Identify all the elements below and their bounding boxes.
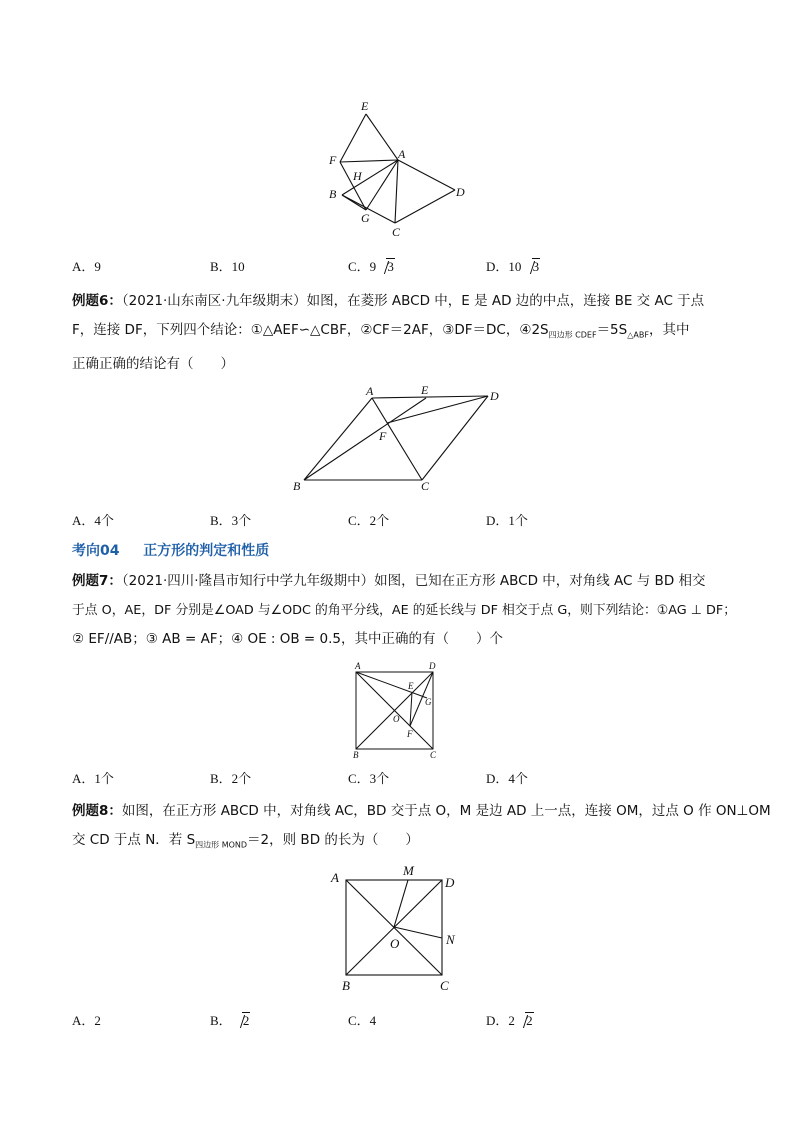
q6-label-f: F <box>379 429 387 443</box>
q7-label-d: D <box>429 661 436 671</box>
q7-label: 例题7： <box>72 573 122 589</box>
q5-option-c[interactable]: C．9 3 <box>348 259 394 274</box>
q6-label-c: C <box>421 479 430 493</box>
q5-label-g: G <box>361 211 370 225</box>
q5-label-c: C <box>392 225 401 239</box>
q5-label-e: E <box>361 99 369 113</box>
q7-option-c[interactable]: C．3个 <box>348 771 390 786</box>
q8-option-c[interactable]: C．4 <box>348 1013 377 1028</box>
q8-label-b: B <box>342 978 350 993</box>
q8-label-n: N <box>446 932 455 947</box>
q6-option-b[interactable]: B．3个 <box>210 513 252 528</box>
q7-label-e: E <box>408 681 414 691</box>
q7-figure <box>346 660 446 762</box>
q7-option-d[interactable]: D．4个 <box>486 771 528 786</box>
section-number: 考向04 <box>72 543 120 559</box>
q8-option-d[interactable]: D．2 2 <box>486 1013 533 1028</box>
q6-label-b: B <box>293 479 301 493</box>
q8-option-a[interactable]: A．2 <box>72 1013 101 1028</box>
q6-label: 例题6： <box>72 293 122 309</box>
q7-question: 例题7：（2021·四川·隆昌市知行中学九年级期中）如图，已知在正方形 ABCD 中，对角线 AC 与 BD 相交 于点 O，AE，DF 分别是∠OAD 与∠ODC 的角平分线，AE 的延长线与 DF 相交于点 G，则下列结论：①AG ⊥ DF； ② EF//AB；③ AB = AF；④ OE : OB = 0.5，其中正确的有（ ）个 <box>72 573 737 647</box>
q6-label-a: A <box>366 384 374 398</box>
sqrt-symbol: 3 <box>525 259 541 275</box>
q8-option-b[interactable]: B． 2 <box>210 1013 250 1028</box>
q7-label-c: C <box>430 750 437 760</box>
q5-figure <box>325 98 475 240</box>
q7-label-b: B <box>353 750 359 760</box>
q5-option-d[interactable]: D．10 3 <box>486 259 540 274</box>
q8-label-o: O <box>390 936 400 951</box>
q6-option-d[interactable]: D．1个 <box>486 513 528 528</box>
q7-label-a: A <box>355 661 361 671</box>
q8-question: 例题8：如图，在正方形 ABCD 中，对角线 AC，BD 交于点 O，M 是边 AD 上一点，连接 OM，过点 O 作 ON⊥OM 交 CD 于点 N．若 $S_{四边形 MOND}=2$，则 BD 的长为（ ） <box>72 803 771 850</box>
q7-option-a[interactable]: A．1个 <box>72 771 114 786</box>
q8-label-d: D <box>445 875 455 890</box>
q6-figure <box>290 382 510 494</box>
q5-option-a[interactable]: A．9 <box>72 259 101 274</box>
q7-option-b[interactable]: B．2个 <box>210 771 252 786</box>
sqrt-symbol: 2 <box>235 1013 251 1029</box>
q5-label-b: B <box>329 187 337 201</box>
sqrt-symbol: 3 <box>379 259 395 275</box>
q8-label-c: C <box>440 978 449 993</box>
q5-option-b[interactable]: B．10 <box>210 259 245 274</box>
q5-label-d: D <box>456 185 465 199</box>
q6-label-e: E <box>421 383 429 397</box>
q5-label-f: F <box>329 153 337 167</box>
q8-figure <box>328 860 468 1000</box>
q7-label-f: F <box>407 729 413 739</box>
q6-question: 例题6：（2021·山东南区·九年级期末）如图，在菱形 ABCD 中，E 是 AD 边的中点，连接 BE 交 AC 于点 F，连接 DF，下列四个结论：①△AEF∽△CBF，②CF＝2AF，③DF＝DC，$④2S_{四边形 CDEF}=5S_{\triangle ABF}$，其中 正确正确的结论有（ ） <box>72 293 705 372</box>
q8-label: 例题8： <box>72 803 122 819</box>
q5-label-a: A <box>398 147 406 161</box>
q6-option-a[interactable]: A．4个 <box>72 513 114 528</box>
section-title: 正方形的判定和性质 <box>143 543 270 559</box>
section-heading <box>72 540 269 560</box>
q7-label-o: O <box>393 714 400 724</box>
sqrt-symbol: 2 <box>518 1013 534 1029</box>
q8-label-a: A <box>331 870 339 885</box>
q6-label-d: D <box>490 389 499 403</box>
q6-option-c[interactable]: C．2个 <box>348 513 390 528</box>
q7-label-g: G <box>425 697 432 707</box>
q8-label-m: M <box>403 863 414 878</box>
q5-label-h: H <box>353 169 362 183</box>
